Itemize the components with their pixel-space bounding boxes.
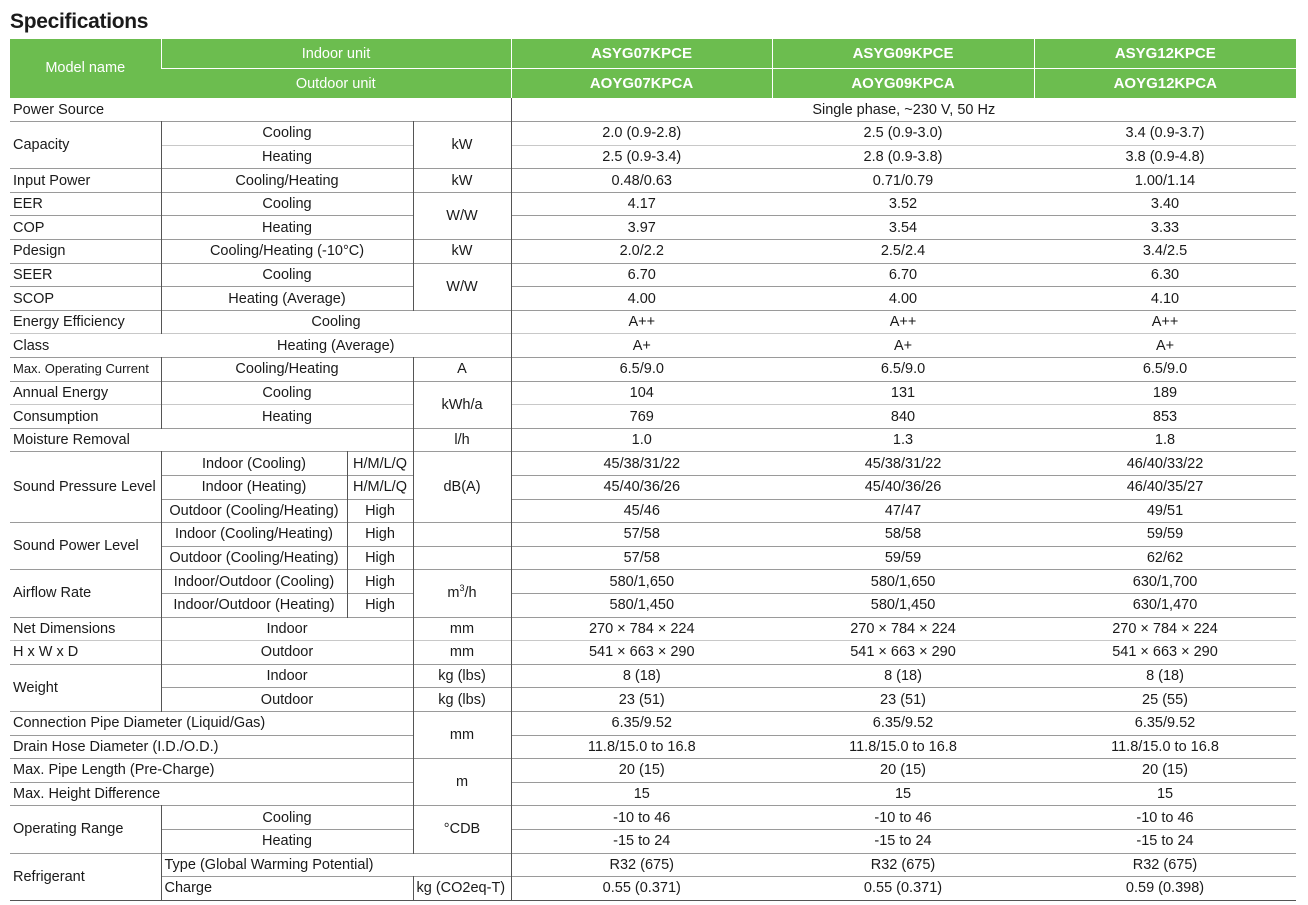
swl-indoor-value: 58/58 xyxy=(884,526,922,543)
dims-indoor-unit: mm xyxy=(413,617,511,641)
weight-outdoor-unit: kg (lbs) xyxy=(413,688,511,712)
spl-indoor-heating-mode: H/M/L/Q xyxy=(347,476,413,500)
weight-outdoor-value: 23 (51) xyxy=(618,691,665,708)
pipe-length-value: 20 (15) xyxy=(1142,762,1188,779)
dims-outdoor-value: 541 × 663 × 290 xyxy=(588,644,695,661)
table-row xyxy=(10,145,1296,169)
pdesign-value: 3.4/2.5 xyxy=(1142,243,1188,260)
table-row xyxy=(10,169,1296,193)
annual-energy-heating-value: 853 xyxy=(1152,408,1178,425)
spl-outdoor-value: 49/51 xyxy=(1146,502,1184,519)
annual-energy-cooling-label: Cooling xyxy=(161,381,413,405)
spl-indoor-heating-value: 45/40/36/26 xyxy=(603,479,681,496)
table-row xyxy=(10,216,1296,240)
drain-hose-value: 11.8/15.0 to 16.8 xyxy=(587,738,696,755)
airflow-heating-mode: High xyxy=(347,593,413,617)
capacity-cooling-value: 2.0 (0.9-2.8) xyxy=(602,125,682,142)
row-label-dimensions-2: H x W x D xyxy=(10,641,161,665)
weight-indoor-value: 8 (18) xyxy=(622,668,661,685)
op-range-cooling-value: -10 to 46 xyxy=(874,809,932,826)
op-range-heating-value: -15 to 24 xyxy=(1136,833,1194,850)
airflow-heating-value: 630/1,470 xyxy=(1132,597,1198,614)
dims-outdoor-value: 541 × 663 × 290 xyxy=(850,644,956,661)
outdoor-model-1: AOYG07KPCA xyxy=(511,69,772,99)
airflow-unit-base: m xyxy=(447,585,460,602)
capacity-unit: kW xyxy=(413,122,511,169)
table-row xyxy=(10,711,1296,735)
swl-outdoor-value: 59/59 xyxy=(884,550,922,567)
pipe-length-value: 20 (15) xyxy=(880,762,926,779)
max-current-unit: A xyxy=(413,358,511,382)
table-row xyxy=(10,334,1296,358)
airflow-heating-label: Indoor/Outdoor (Heating) xyxy=(161,593,347,617)
drain-hose-value: 11.8/15.0 to 16.8 xyxy=(849,738,957,755)
cop-sub: Heating xyxy=(161,216,413,240)
table-row xyxy=(10,98,1296,122)
table-row xyxy=(10,688,1296,712)
power-source-value: Single phase, ~230 V, 50 Hz xyxy=(812,101,996,118)
spl-unit: dB(A) xyxy=(413,452,511,523)
table-row xyxy=(10,664,1296,688)
input-power-sub: Cooling/Heating xyxy=(161,169,413,193)
swl-indoor-mode: High xyxy=(347,523,413,547)
swl-indoor-label: Indoor (Cooling/Heating) xyxy=(161,523,347,547)
row-label-pdesign: Pdesign xyxy=(10,240,161,264)
row-label-sound-power: Sound Power Level xyxy=(10,523,161,570)
row-label-eec-2: Class xyxy=(13,337,50,354)
cop-value: 3.97 xyxy=(627,219,656,236)
eer-cop-unit: W/W xyxy=(413,192,511,239)
swl-unit-cell xyxy=(413,523,511,547)
airflow-cooling-mode: High xyxy=(347,570,413,594)
row-label-annual-energy-2: Consumption xyxy=(10,405,161,429)
table-row xyxy=(10,523,1296,547)
annual-energy-cooling-value: 189 xyxy=(1152,384,1178,401)
pipe-diameter-unit: mm xyxy=(413,711,511,758)
spl-outdoor-mode: High xyxy=(347,499,413,523)
row-label-input-power: Input Power xyxy=(10,169,161,193)
row-label-max-current: Max. Operating Current xyxy=(10,358,161,382)
table-row xyxy=(10,192,1296,216)
pipe-diameter-value: 6.35/9.52 xyxy=(1134,715,1196,732)
indoor-unit-header: Indoor unit xyxy=(161,39,511,69)
seer-scop-unit: W/W xyxy=(413,263,511,310)
row-label-height-difference: Max. Height Difference xyxy=(10,782,413,806)
input-power-unit: kW xyxy=(413,169,511,193)
eec-cooling-value: A++ xyxy=(1151,314,1179,331)
pdesign-value: 2.5/2.4 xyxy=(880,243,926,260)
specifications-table xyxy=(10,39,1296,901)
row-label-pipe-diameter: Connection Pipe Diameter (Liquid/Gas) xyxy=(10,711,413,735)
table-row xyxy=(10,122,1296,146)
table-row xyxy=(10,735,1296,759)
annual-energy-cooling-value: 131 xyxy=(890,384,916,401)
eec-heating-value: A+ xyxy=(893,337,913,354)
weight-indoor-value: 8 (18) xyxy=(1146,668,1184,685)
eer-sub: Cooling xyxy=(161,192,413,216)
refrigerant-charge-value: 0.55 (0.371) xyxy=(602,880,681,897)
refrigerant-charge-label: Charge xyxy=(161,877,413,901)
row-label-eec-1: Energy Efficiency xyxy=(10,310,161,334)
table-row xyxy=(10,829,1296,853)
eec-cooling-label: Cooling xyxy=(161,310,511,334)
dims-indoor-value: 270 × 784 × 224 xyxy=(1112,620,1218,637)
dims-outdoor-value: 541 × 663 × 290 xyxy=(1112,644,1218,661)
row-label-weight: Weight xyxy=(10,664,161,711)
table-body xyxy=(10,98,1296,900)
cop-value: 3.54 xyxy=(888,219,918,236)
annual-energy-cooling-value: 104 xyxy=(629,384,654,401)
spl-outdoor-value: 45/46 xyxy=(623,502,660,519)
pipe-length-value: 20 (15) xyxy=(618,762,665,779)
op-range-cooling-value: -10 to 46 xyxy=(1136,809,1194,826)
outdoor-model-2: AOYG09KPCA xyxy=(772,69,1034,99)
table-row xyxy=(10,759,1296,783)
eec-heating-label: Heating (Average) xyxy=(161,334,511,358)
eer-value: 4.17 xyxy=(627,196,656,213)
scop-sub: Heating (Average) xyxy=(161,287,413,311)
annual-energy-heating-value: 769 xyxy=(629,408,654,425)
spl-indoor-cooling-value: 46/40/33/22 xyxy=(1126,455,1204,472)
airflow-cooling-value: 580/1,650 xyxy=(870,573,936,590)
weight-indoor-unit: kg (lbs) xyxy=(413,664,511,688)
table-header xyxy=(10,39,1296,98)
moisture-value: 1.3 xyxy=(892,432,914,449)
height-difference-value: 15 xyxy=(1156,786,1174,803)
capacity-cooling-value: 3.4 (0.9-3.7) xyxy=(1125,125,1205,142)
table-row xyxy=(10,617,1296,641)
annual-energy-unit: kWh/a xyxy=(413,381,511,428)
row-label-sound-pressure: Sound Pressure Level xyxy=(10,452,161,523)
spl-indoor-cooling-value: 45/38/31/22 xyxy=(864,455,942,472)
table-row xyxy=(10,263,1296,287)
annual-energy-heating-label: Heating xyxy=(161,405,413,429)
spl-indoor-cooling-mode: H/M/L/Q xyxy=(347,452,413,476)
swl-outdoor-value: 62/62 xyxy=(1146,550,1184,567)
refrigerant-type-value: R32 (675) xyxy=(1132,856,1198,873)
seer-value: 6.70 xyxy=(627,266,656,283)
weight-indoor-value: 8 (18) xyxy=(884,668,922,685)
swl-outdoor-mode: High xyxy=(347,546,413,570)
table-row xyxy=(10,782,1296,806)
refrigerant-charge-unit: kg (CO2eq-T) xyxy=(413,877,511,901)
refrigerant-type-label: Type (Global Warming Potential) xyxy=(161,853,511,877)
outdoor-unit-header: Outdoor unit xyxy=(161,69,511,99)
header-row-indoor xyxy=(10,39,1296,69)
dims-outdoor-label: Outdoor xyxy=(161,641,413,665)
row-label-moisture: Moisture Removal xyxy=(10,428,413,452)
weight-outdoor-value: 23 (51) xyxy=(880,691,926,708)
table-row xyxy=(10,546,1296,570)
op-range-heating-value: -15 to 24 xyxy=(613,833,671,850)
spl-indoor-cooling-label: Indoor (Cooling) xyxy=(161,452,347,476)
eer-value: 3.40 xyxy=(1150,196,1180,213)
row-label-scop: SCOP xyxy=(10,287,161,311)
row-label-pipe-length: Max. Pipe Length (Pre-Charge) xyxy=(10,759,413,783)
scop-value: 4.10 xyxy=(1150,290,1180,307)
table-row xyxy=(10,499,1296,523)
header-row-outdoor xyxy=(10,69,1296,99)
row-label-annual-energy-1: Annual Energy xyxy=(10,381,161,405)
row-label-capacity: Capacity xyxy=(10,122,161,169)
table-row xyxy=(10,476,1296,500)
seer-value: 6.30 xyxy=(1150,266,1180,283)
airflow-heating-value: 580/1,450 xyxy=(870,597,936,614)
indoor-model-3: ASYG12KPCE xyxy=(1034,39,1296,69)
pdesign-sub: Cooling/Heating (-10°C) xyxy=(161,240,413,264)
table-row xyxy=(10,428,1296,452)
height-difference-value: 15 xyxy=(633,786,650,803)
capacity-heating-value: 3.8 (0.9-4.8) xyxy=(1125,148,1205,165)
airflow-unit xyxy=(413,570,511,617)
airflow-unit-exponent: 3 xyxy=(459,583,465,594)
table-row xyxy=(10,877,1296,901)
refrigerant-charge-value: 0.55 (0.371) xyxy=(863,880,943,897)
refrigerant-charge-value: 0.59 (0.398) xyxy=(1125,880,1205,897)
max-current-value: 6.5/9.0 xyxy=(880,361,926,378)
scop-value: 4.00 xyxy=(888,290,918,307)
airflow-cooling-value: 580/1,650 xyxy=(609,573,675,590)
row-label-seer: SEER xyxy=(10,263,161,287)
spl-indoor-heating-label: Indoor (Heating) xyxy=(161,476,347,500)
table-row xyxy=(10,381,1296,405)
row-label-eer: EER xyxy=(10,192,161,216)
table-row xyxy=(10,806,1296,830)
spl-outdoor-value: 47/47 xyxy=(884,502,922,519)
op-range-unit: °CDB xyxy=(413,806,511,853)
spl-indoor-heating-value: 45/40/36/26 xyxy=(864,479,942,496)
table-row xyxy=(10,358,1296,382)
outdoor-model-3: AOYG12KPCA xyxy=(1034,69,1296,99)
airflow-heating-value: 580/1,450 xyxy=(609,597,675,614)
seer-value: 6.70 xyxy=(888,266,918,283)
row-label-power-source: Power Source xyxy=(10,98,511,122)
table-row xyxy=(10,452,1296,476)
table-row xyxy=(10,853,1296,877)
swl-outdoor-label: Outdoor (Cooling/Heating) xyxy=(161,546,347,570)
table-row xyxy=(10,641,1296,665)
pipe-diameter-value: 6.35/9.52 xyxy=(611,715,672,732)
input-power-value: 1.00/1.14 xyxy=(1134,172,1196,189)
scop-value: 4.00 xyxy=(627,290,656,307)
table-row xyxy=(10,405,1296,429)
table-row xyxy=(10,287,1296,311)
airflow-unit-tail: /h xyxy=(464,585,477,602)
pdesign-unit: kW xyxy=(413,240,511,264)
capacity-cooling-value: 2.5 (0.9-3.0) xyxy=(863,125,943,142)
table-row xyxy=(10,593,1296,617)
swl-outdoor-value: 57/58 xyxy=(623,550,660,567)
page-title: Specifications xyxy=(10,10,149,33)
input-power-value: 0.48/0.63 xyxy=(611,172,672,189)
swl-indoor-value: 57/58 xyxy=(623,526,660,543)
seer-sub: Cooling xyxy=(161,263,413,287)
spl-indoor-cooling-value: 45/38/31/22 xyxy=(603,455,681,472)
max-current-value: 6.5/9.0 xyxy=(619,361,664,378)
height-difference-value: 15 xyxy=(894,786,912,803)
row-label-refrigerant: Refrigerant xyxy=(10,853,161,900)
model-name-header: Model name xyxy=(10,39,161,98)
eec-heating-value: A+ xyxy=(632,337,651,354)
drain-hose-value: 11.8/15.0 to 16.8 xyxy=(1111,738,1219,755)
annual-energy-heating-value: 840 xyxy=(890,408,916,425)
max-current-sub: Cooling/Heating xyxy=(161,358,413,382)
capacity-heating-label: Heating xyxy=(161,145,413,169)
dims-indoor-value: 270 × 784 × 224 xyxy=(588,620,695,637)
row-label-drain-hose: Drain Hose Diameter (I.D./O.D.) xyxy=(10,735,413,759)
indoor-model-1: ASYG07KPCE xyxy=(511,39,772,69)
spl-indoor-heating-value: 46/40/35/27 xyxy=(1126,479,1204,496)
pipe-diameter-value: 6.35/9.52 xyxy=(872,715,934,732)
pipe-length-unit: m xyxy=(413,759,511,806)
table-row xyxy=(10,310,1296,334)
swl-indoor-value: 59/59 xyxy=(1146,526,1184,543)
dims-indoor-value: 270 × 784 × 224 xyxy=(850,620,956,637)
moisture-value: 1.8 xyxy=(1154,432,1176,449)
refrigerant-type-value: R32 (675) xyxy=(870,856,936,873)
swl-unit-cell xyxy=(413,546,511,570)
eec-heating-value: A+ xyxy=(1155,337,1175,354)
weight-indoor-label: Indoor xyxy=(161,664,413,688)
max-current-value: 6.5/9.0 xyxy=(1142,361,1188,378)
table-row xyxy=(10,240,1296,264)
capacity-cooling-label: Cooling xyxy=(161,122,413,146)
eec-cooling-value: A++ xyxy=(628,314,656,331)
cop-value: 3.33 xyxy=(1150,219,1180,236)
row-label-dimensions-1: Net Dimensions xyxy=(10,617,161,641)
input-power-value: 0.71/0.79 xyxy=(872,172,934,189)
weight-outdoor-label: Outdoor xyxy=(161,688,413,712)
airflow-cooling-label: Indoor/Outdoor (Cooling) xyxy=(161,570,347,594)
moisture-value: 1.0 xyxy=(631,432,652,449)
row-label-operating-range: Operating Range xyxy=(10,806,161,853)
row-label-airflow: Airflow Rate xyxy=(10,570,161,617)
indoor-model-2: ASYG09KPCE xyxy=(772,39,1034,69)
dims-indoor-label: Indoor xyxy=(161,617,413,641)
moisture-unit: l/h xyxy=(413,428,511,452)
capacity-heating-value: 2.5 (0.9-3.4) xyxy=(602,148,682,165)
op-range-cooling-value: -10 to 46 xyxy=(613,809,671,826)
refrigerant-type-value: R32 (675) xyxy=(609,856,674,873)
weight-outdoor-value: 25 (55) xyxy=(1142,691,1188,708)
pdesign-value: 2.0/2.2 xyxy=(619,243,664,260)
op-range-heating-value: -15 to 24 xyxy=(874,833,932,850)
airflow-cooling-value: 630/1,700 xyxy=(1132,573,1198,590)
op-range-cooling-label: Cooling xyxy=(161,806,413,830)
eec-cooling-value: A++ xyxy=(889,314,917,331)
spl-outdoor-label: Outdoor (Cooling/Heating) xyxy=(161,499,347,523)
capacity-heating-value: 2.8 (0.9-3.8) xyxy=(863,148,943,165)
dims-outdoor-unit: mm xyxy=(413,641,511,665)
table-row xyxy=(10,570,1296,594)
row-label-cop: COP xyxy=(10,216,161,240)
op-range-heating-label: Heating xyxy=(161,829,413,853)
eer-value: 3.52 xyxy=(888,196,918,213)
